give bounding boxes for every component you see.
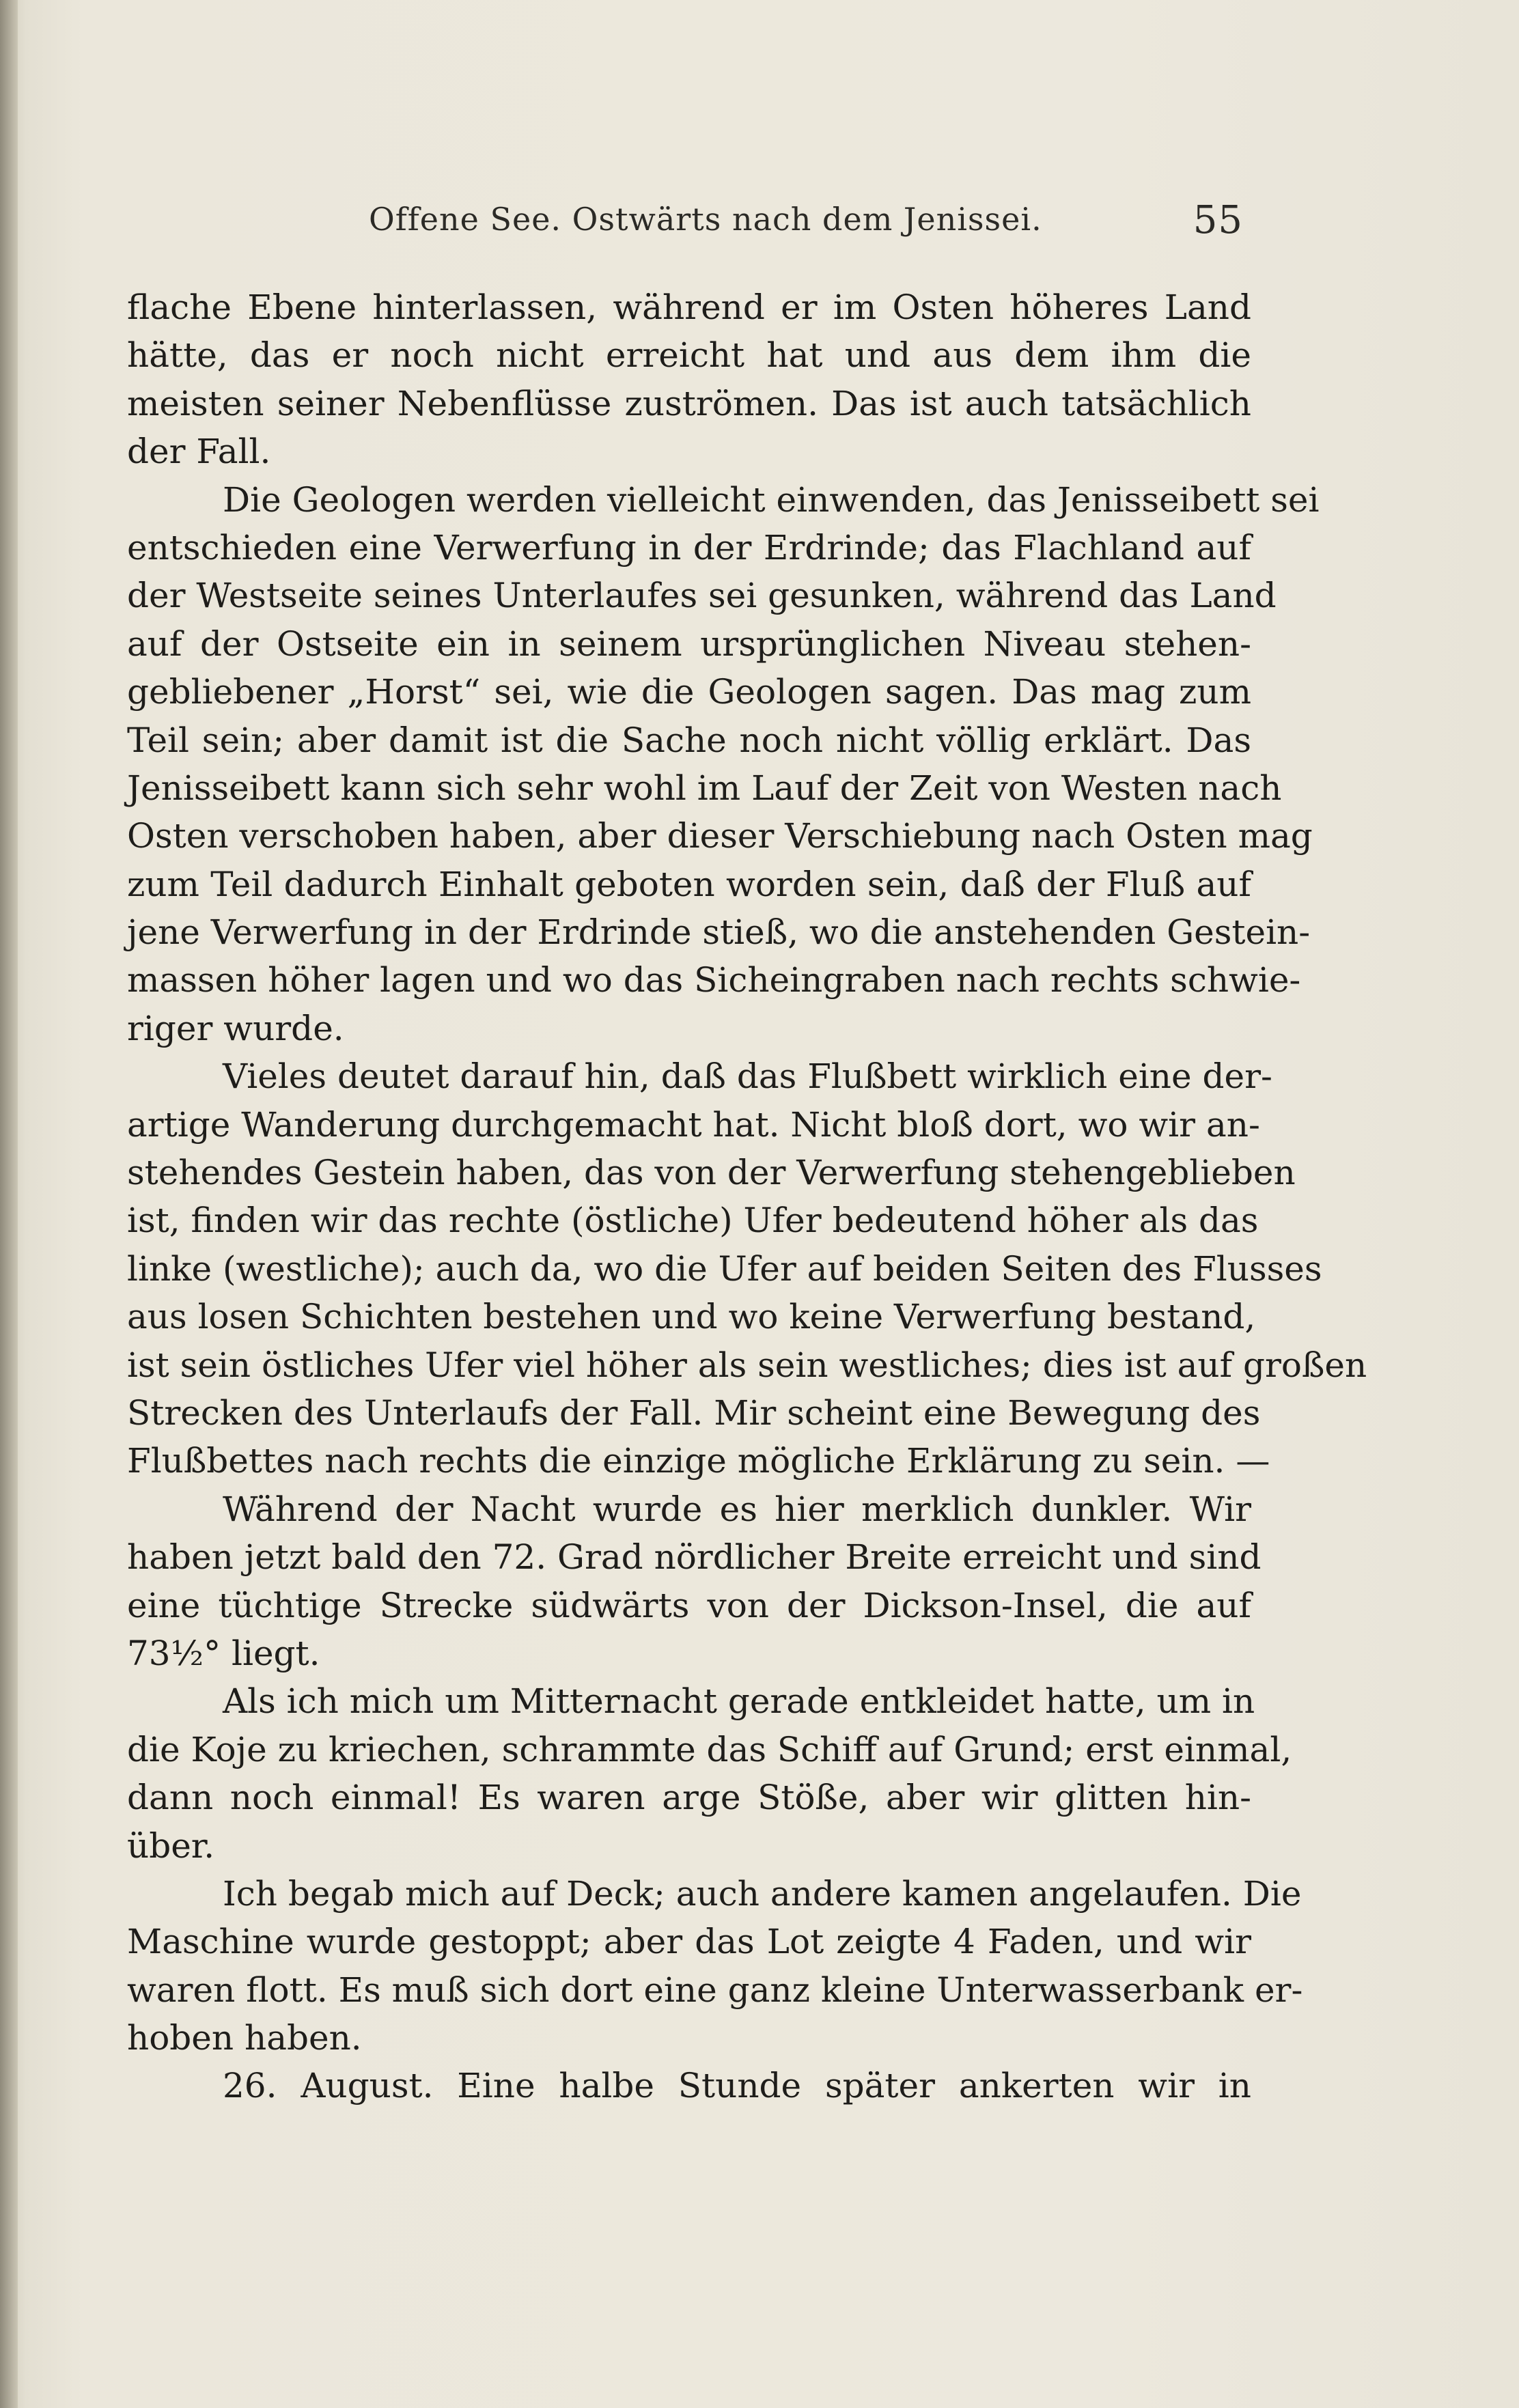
- text-line: Maschine wurde gestoppt; aber das Lot zeigte 4 Faden, und wir: [127, 1922, 1251, 1962]
- text-line: Strecken des Unterlaufs der Fall. Mir scheint eine Bewegung des: [127, 1392, 1261, 1433]
- text-line: aus losen Schichten bestehen und wo keine Verwerfung bestand,: [127, 1297, 1256, 1337]
- text-line: stehendes Gestein haben, das von der Verwerfung stehengeblieben: [127, 1153, 1296, 1193]
- page-number: 55: [1193, 198, 1243, 242]
- text-line: ist sein östliches Ufer viel höher als sein westliches; dies ist auf großen: [127, 1345, 1367, 1385]
- text-line: 26. August. Eine halbe Stunde später ankerten wir in: [223, 2066, 1251, 2106]
- text-line: jene Verwerfung in der Erdrinde stieß, wo die anstehenden Gestein-: [127, 912, 1311, 953]
- text-line: massen höher lagen und wo das Sicheingraben nach rechts schwie-: [127, 960, 1301, 1000]
- text-line: Ich begab mich auf Deck; auch andere kamen angelaufen. Die: [223, 1873, 1302, 1914]
- page-gutter: [0, 0, 18, 2408]
- text-line: Die Geologen werden vielleicht einwenden, das Jenisseibett sei: [223, 479, 1320, 520]
- text-line: gebliebener „Horst“ sei, wie die Geologen sagen. Das mag zum: [127, 672, 1251, 712]
- text-line: Während der Nacht wurde es hier merklich dunkler. Wir: [223, 1489, 1251, 1529]
- text-line: artige Wanderung durchgemacht hat. Nicht bloß dort, wo wir an-: [127, 1104, 1260, 1145]
- text-line: die Koje zu kriechen, schrammte das Schiff auf Grund; erst einmal,: [127, 1729, 1292, 1769]
- text-line: haben jetzt bald den 72. Grad nördlicher Breite erreicht und sind: [127, 1537, 1262, 1578]
- text-line: Osten verschoben haben, aber dieser Verschiebung nach Osten mag: [127, 816, 1313, 856]
- running-head: [369, 198, 1243, 246]
- text-line: meisten seiner Nebenflüsse zuströmen. Das ist auch tatsächlich: [127, 383, 1251, 423]
- text-line: dann noch einmal! Es waren arge Stöße, aber wir glitten hin-: [127, 1778, 1251, 1818]
- text-line: der Fall.: [127, 432, 271, 472]
- text-line: auf der Ostseite ein in seinem ursprünglichen Niveau stehen-: [127, 624, 1251, 664]
- text-line: zum Teil dadurch Einhalt geboten worden sein, daß der Fluß auf: [127, 864, 1251, 904]
- text-line: linke (westliche); auch da, wo die Ufer auf beiden Seiten des Flusses: [127, 1248, 1322, 1289]
- text-line: Teil sein; aber damit ist die Sache noch nicht völlig erklärt. Das: [127, 720, 1251, 760]
- text-line: Flußbettes nach rechts die einzige mögliche Erklärung zu sein. —: [127, 1441, 1270, 1481]
- text-line: hoben haben.: [127, 2018, 362, 2058]
- text-line: Vieles deutet darauf hin, daß das Flußbett wirklich eine der-: [223, 1056, 1272, 1097]
- text-line: über.: [127, 1825, 215, 1866]
- text-line: riger wurde.: [127, 1008, 344, 1048]
- text-line: waren flott. Es muß sich dort eine ganz kleine Unterwasserbank er-: [127, 1970, 1303, 2010]
- body-text: [127, 283, 1367, 2110]
- text-line: flache Ebene hinterlassen, während er im Osten höheres Land: [127, 288, 1251, 327]
- text-line: Jenisseibett kann sich sehr wohl im Lauf der Zeit von Westen nach: [127, 768, 1282, 808]
- text-line: der Westseite seines Unterlaufes sei gesunken, während das Land: [127, 576, 1277, 616]
- text-line: hätte, das er noch nicht erreicht hat und aus dem ihm die: [127, 335, 1251, 376]
- text-line: ist, finden wir das rechte (östliche) Ufer bedeutend höher als das: [127, 1201, 1259, 1241]
- running-head-title: Offene See. Ostwärts nach dem Jenissei.: [369, 201, 1042, 238]
- text-line: eine tüchtige Strecke südwärts von der Dickson-Insel, die auf: [127, 1585, 1251, 1625]
- text-line: Als ich mich um Mitternacht gerade entkleidet hatte, um in: [223, 1681, 1255, 1722]
- text-line: entschieden eine Verwerfung in der Erdrinde; das Flachland auf: [127, 527, 1251, 568]
- text-line: 73½° liegt.: [127, 1633, 320, 1673]
